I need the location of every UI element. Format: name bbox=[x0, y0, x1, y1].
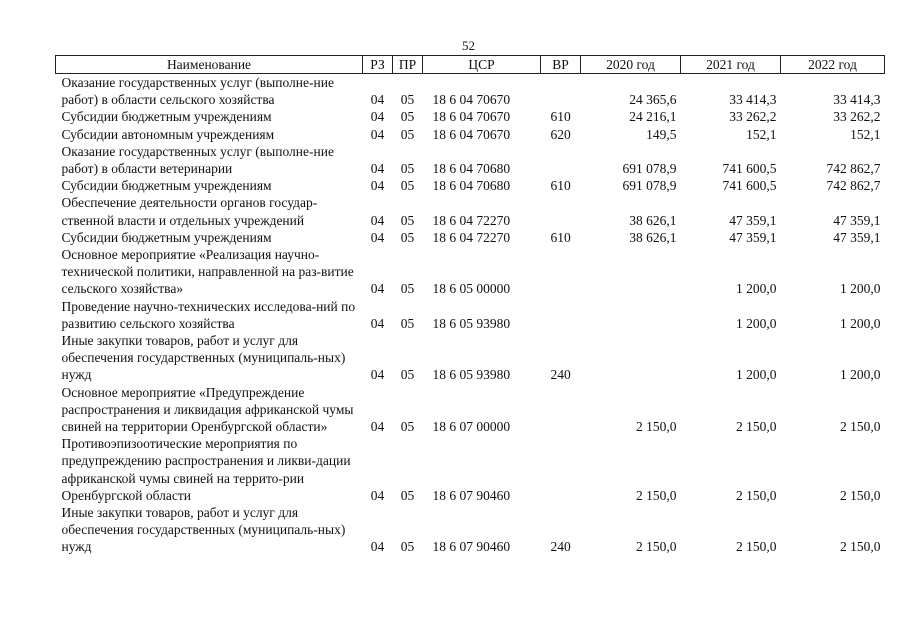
row-pr: 05 bbox=[400, 419, 415, 435]
table-row bbox=[56, 177, 885, 194]
row-2020: 24 365,6 bbox=[629, 92, 677, 108]
header-2022: 2022 год bbox=[781, 56, 885, 74]
row-vr bbox=[541, 143, 581, 177]
row-2022: 1 200,0 bbox=[840, 367, 881, 383]
row-vr: 610 bbox=[550, 229, 571, 245]
row-csr: 18 6 04 72270 bbox=[432, 229, 511, 245]
row-name: Основное мероприятие «Реализация научно-технической политики, направленной на раз-витие сельского хозяйства» bbox=[61, 247, 354, 297]
row-2020: 38 626,1 bbox=[629, 229, 677, 245]
table-row bbox=[56, 126, 885, 143]
header-row bbox=[56, 56, 885, 74]
row-csr: 18 6 05 00000 bbox=[432, 281, 511, 297]
row-pr: 05 bbox=[400, 161, 415, 177]
row-2022: 33 414,3 bbox=[833, 92, 881, 108]
row-csr: 18 6 04 70680 bbox=[432, 178, 511, 194]
row-name: Оказание государственных услуг (выполне-ние работ) в области сельского хозяйства bbox=[61, 75, 334, 108]
row-rz: 04 bbox=[370, 178, 385, 194]
row-2022: 152,1 bbox=[850, 126, 881, 142]
row-name: Субсидии бюджетным учреждениям bbox=[61, 109, 272, 125]
row-name: Иные закупки товаров, работ и услуг для обеспечения государственных (муниципаль-ных) нужд bbox=[61, 333, 346, 383]
row-pr: 05 bbox=[400, 212, 415, 228]
row-2020: 2 150,0 bbox=[636, 539, 677, 555]
row-pr: 05 bbox=[400, 539, 415, 555]
row-vr bbox=[541, 74, 581, 109]
row-name: Проведение научно-технических исследова-ний по развитию сельского хозяйства bbox=[61, 298, 356, 331]
row-csr: 18 6 04 70670 bbox=[432, 126, 511, 142]
row-pr: 05 bbox=[400, 367, 415, 383]
row-2020: 2 150,0 bbox=[636, 419, 677, 435]
row-2020: 38 626,1 bbox=[629, 212, 677, 228]
header-pr: ПР bbox=[393, 56, 423, 74]
row-rz: 04 bbox=[370, 367, 385, 383]
row-2021: 2 150,0 bbox=[736, 487, 777, 503]
page-number: 52 bbox=[462, 38, 475, 53]
table-row bbox=[56, 504, 885, 556]
row-2022: 47 359,1 bbox=[833, 212, 881, 228]
row-csr: 18 6 05 93980 bbox=[432, 315, 511, 331]
row-2020: 24 216,1 bbox=[629, 109, 677, 125]
row-2021: 741 600,5 bbox=[722, 161, 777, 177]
row-vr: 240 bbox=[550, 539, 571, 555]
row-csr: 18 6 04 70680 bbox=[432, 161, 511, 177]
header-name: Наименование bbox=[56, 56, 363, 74]
row-name: Оказание государственных услуг (выполне-ние работ) в области ветеринарии bbox=[61, 143, 334, 177]
row-rz: 04 bbox=[370, 161, 385, 177]
table-row bbox=[56, 384, 885, 436]
budget-table bbox=[55, 55, 885, 556]
table-row bbox=[56, 435, 885, 504]
row-vr: 240 bbox=[550, 367, 571, 383]
row-rz: 04 bbox=[370, 126, 385, 142]
row-rz: 04 bbox=[370, 487, 385, 503]
row-2022: 1 200,0 bbox=[840, 281, 881, 297]
row-name: Субсидии автономным учреждениям bbox=[61, 126, 275, 142]
table-row bbox=[56, 108, 885, 125]
row-rz: 04 bbox=[370, 539, 385, 555]
row-2022: 47 359,1 bbox=[833, 229, 881, 245]
row-pr: 05 bbox=[400, 92, 415, 108]
row-name: Субсидии бюджетным учреждениям bbox=[61, 229, 272, 245]
row-2022: 2 150,0 bbox=[840, 539, 881, 555]
header-csr: ЦСР bbox=[423, 56, 541, 74]
row-name: Противоэпизоотические мероприятия по предупреждению распространения и ликви-дации африканской чумы свиней на террито-рии Оренбургской области bbox=[61, 436, 351, 503]
row-rz: 04 bbox=[370, 212, 385, 228]
row-name: Субсидии бюджетным учреждениям bbox=[61, 178, 272, 194]
row-rz: 04 bbox=[370, 281, 385, 297]
row-csr: 18 6 07 90460 bbox=[432, 487, 511, 503]
row-vr bbox=[541, 298, 581, 332]
row-csr: 18 6 07 00000 bbox=[432, 419, 511, 435]
row-name: Иные закупки товаров, работ и услуг для обеспечения государственных (муниципаль-ных) нужд bbox=[61, 505, 346, 555]
table-row bbox=[56, 298, 885, 332]
row-csr: 18 6 04 72270 bbox=[432, 212, 511, 228]
row-2022: 742 862,7 bbox=[826, 161, 881, 177]
row-2020: 691 078,9 bbox=[622, 178, 677, 194]
row-pr: 05 bbox=[400, 315, 415, 331]
header-2021: 2021 год bbox=[681, 56, 781, 74]
table-body bbox=[56, 74, 885, 556]
row-pr: 05 bbox=[400, 109, 415, 125]
table-row bbox=[56, 194, 885, 228]
row-2020 bbox=[581, 332, 681, 384]
row-2022: 2 150,0 bbox=[840, 487, 881, 503]
row-2021: 33 262,2 bbox=[729, 109, 777, 125]
row-name: Основное мероприятие «Предупреждение распространения и ликвидация африканской чумы свиней на территории Оренбургской области» bbox=[61, 384, 354, 435]
row-csr: 18 6 05 93980 bbox=[432, 367, 511, 383]
row-rz: 04 bbox=[370, 92, 385, 108]
row-2020: 691 078,9 bbox=[622, 161, 677, 177]
row-rz: 04 bbox=[370, 229, 385, 245]
row-pr: 05 bbox=[400, 178, 415, 194]
row-2021: 2 150,0 bbox=[736, 419, 777, 435]
row-rz: 04 bbox=[370, 419, 385, 435]
row-csr: 18 6 07 90460 bbox=[432, 539, 511, 555]
row-2021: 741 600,5 bbox=[722, 178, 777, 194]
row-vr bbox=[541, 194, 581, 228]
row-2021: 1 200,0 bbox=[736, 367, 777, 383]
row-2022: 2 150,0 bbox=[840, 419, 881, 435]
row-pr: 05 bbox=[400, 281, 415, 297]
row-vr: 620 bbox=[550, 126, 571, 142]
row-vr bbox=[541, 246, 581, 298]
row-2021: 152,1 bbox=[746, 126, 777, 142]
row-pr: 05 bbox=[400, 487, 415, 503]
row-vr bbox=[541, 384, 581, 436]
row-pr: 05 bbox=[400, 229, 415, 245]
table-row bbox=[56, 246, 885, 298]
row-2020 bbox=[581, 298, 681, 332]
header-rz: РЗ bbox=[363, 56, 393, 74]
row-2021: 47 359,1 bbox=[729, 229, 777, 245]
row-vr: 610 bbox=[550, 109, 571, 125]
row-vr: 610 bbox=[550, 178, 571, 194]
table-row bbox=[56, 74, 885, 109]
row-name: Обеспечение деятельности органов государ-ственной власти и отдельных учреждений bbox=[61, 195, 318, 228]
row-2022: 742 862,7 bbox=[826, 178, 881, 194]
row-2020: 149,5 bbox=[646, 126, 677, 142]
row-2022: 1 200,0 bbox=[840, 315, 881, 331]
row-2021: 33 414,3 bbox=[729, 92, 777, 108]
row-2021: 1 200,0 bbox=[736, 281, 777, 297]
row-csr: 18 6 04 70670 bbox=[432, 109, 511, 125]
row-rz: 04 bbox=[370, 315, 385, 331]
row-pr: 05 bbox=[400, 126, 415, 142]
row-2021: 2 150,0 bbox=[736, 539, 777, 555]
row-2021: 1 200,0 bbox=[736, 315, 777, 331]
row-csr: 18 6 04 70670 bbox=[432, 92, 511, 108]
table-row bbox=[56, 229, 885, 246]
table-row bbox=[56, 143, 885, 177]
table-row bbox=[56, 332, 885, 384]
row-2022: 33 262,2 bbox=[833, 109, 881, 125]
row-2020: 2 150,0 bbox=[636, 487, 677, 503]
row-2021: 47 359,1 bbox=[729, 212, 777, 228]
row-vr bbox=[541, 435, 581, 504]
header-2020: 2020 год bbox=[581, 56, 681, 74]
row-2020 bbox=[581, 246, 681, 298]
header-vr: ВР bbox=[541, 56, 581, 74]
row-rz: 04 bbox=[370, 109, 385, 125]
